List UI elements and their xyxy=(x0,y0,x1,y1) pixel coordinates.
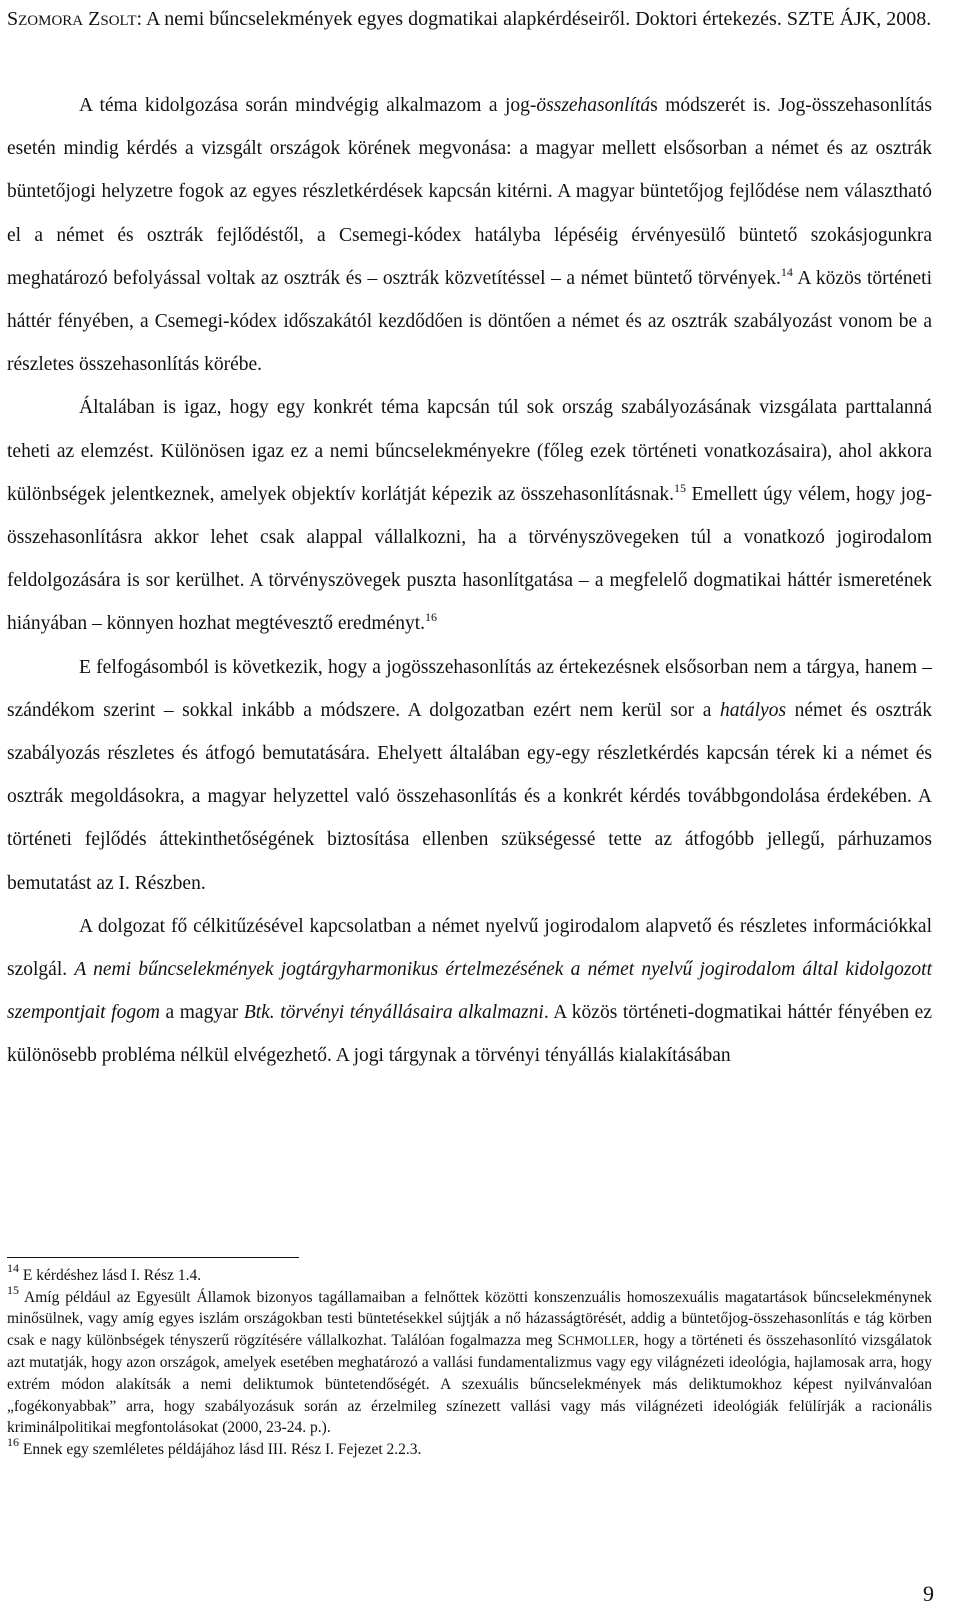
footnote-number: 15 xyxy=(7,1282,19,1297)
page-number: 9 xyxy=(923,1581,934,1606)
text-run: E felfogásomból is következik, hogy a jogösszehasonlítás az értekezésnek elsősorban nem a tárgya, hanem – szándékom szerint – sokkal inkább a módszere. A dolgozatban ezért nem kerül sor a xyxy=(7,656,932,721)
footnote-text: Amíg például az Egyesült Államok bizonyos tagállamaiban a felnőttek közötti konszenzuális homoszexuális magatartások bűncselekménynek minősülnek, vagy amíg egyes iszlám országokban testi büntetésekkel sújtják a nő házasságtörését, addig a büntetőjog-összehasonlítás e tág körben csak e nagy különbségek tényszerű rögzítésére vállalkozhat. Találóan fogalmazza meg xyxy=(7,1288,932,1349)
text-run: A téma kidolgozása során mindvégig alkalmazom a jog- xyxy=(79,95,537,116)
footnote-ref-15[interactable]: 15 xyxy=(673,480,686,495)
paragraph xyxy=(7,84,932,386)
footnote-14 xyxy=(7,1261,932,1287)
paragraph xyxy=(7,646,932,905)
footnote-number: 14 xyxy=(7,1261,19,1275)
author-name-rest: CHMOLLER xyxy=(566,1333,635,1348)
text-run: a magyar xyxy=(159,1002,244,1024)
text-run: A dolgozat fő célkitűzésével kapcsolatban a német nyelvű jogirodalom alapvető és részletes információkkal szolgál. xyxy=(7,915,932,981)
text-run: . A közös történeti-dogmatikai háttér fényében ez különösebb probléma nélkül elvégezhető. A jogi tárgynak a törvényi tényállás kialakításában xyxy=(7,1002,932,1067)
footnote-text: E kérdéshez lásd I. Rész 1.4. xyxy=(19,1267,202,1284)
author-initial: S xyxy=(7,8,19,30)
footnote-separator xyxy=(7,1257,299,1258)
author-initial: S xyxy=(557,1331,567,1349)
body-text xyxy=(7,84,932,1078)
italic-text: hatályos xyxy=(719,699,787,721)
footnotes xyxy=(7,1261,933,1460)
author-initial: Z xyxy=(88,8,101,30)
author-name-rest: ZOMORA xyxy=(18,13,84,29)
text-run: Emellett úgy vélem, hogy jog-összehasonlításra akkor lehet csak alappal vállalkozni, ha a törvényszövegeken túl a vonatkozó jogirodalom feldolgozására is sor kerülhet. A törvényszövegek puszta hasonlítgatása – a megfelelő dogmatikai háttér ismeretének hiányában – könnyen hozhat megtévesztő eredményt. xyxy=(7,483,932,635)
running-header xyxy=(7,4,932,36)
footnote-text: , hogy a történeti és összehasonlító vizsgálatok azt mutatják, hogy azon országok, amelyek esetében meghatározó a vallási fundamentalizmus vagy egy világnézeti ideológia, hajlamosak arra, hogy extrém módon alakítsák a nemi deliktumok büntetendőségét. A szexuális bűncselekmények más deliktumokhoz képest nyilvánvalóan „fogékonyabbak” arra, hogy szabályozásuk során az érzelmileg színezett vallási vagy más világnézeti ideológiák felülírják a racionális kriminálpolitikai megfontolásokat (2000, 23-24. p.). xyxy=(7,1331,933,1437)
text-run: s módszerét is. Jog-összehasonlítás esetén mindig kérdés a vizsgált országok körének megvonása: a magyar mellett elsősorban a német és az osztrák büntetőjogi helyzetre fogok az egyes részletkérdések kapcsán kitérni. A magyar büntetőjog fejlődése nem választható el a német és osztrák fejlődéstől, a Csemegi-kódex hatályba lépéséig érvényesülő büntető szokásjogunkra meghatározó befolyással voltak az osztrák és – osztrák közvetítéssel – a német büntető törvények. xyxy=(7,95,932,289)
footnote-ref-14[interactable]: 14 xyxy=(780,264,793,279)
text-run: Általában is igaz, hogy egy konkrét téma kapcsán túl sok ország szabályozásának vizsgálata parttalanná teheti az elemzést. Különösen igaz ez a nemi bűncselekményekre (főleg ezek történeti vonatkozásaira), ahol akkora különbségek jelentkeznek, amelyek objektív korlátját képezik az összehasonlításnak. xyxy=(7,397,932,505)
paragraph xyxy=(7,386,932,645)
footnote-16 xyxy=(7,1434,932,1461)
paragraph xyxy=(7,905,932,1078)
text-run: német és osztrák szabályozás részletes és átfogó bemutatására. Ehelyett általában egy-egy részletkérdés kapcsán térek ki a német és osztrák megoldásokra, a magyar helyzettel való összehasonlítás és a konkrét kérdés továbbgondolása érdekében. A történeti fejlődés áttekinthetőségének biztosítása ellenben szükségessé tette az átfogóbb jellegű, párhuzamos bemutatást az I. Részben. xyxy=(7,699,932,894)
text-run: A közös történeti háttér fényében, a Csemegi-kódex időszakától kezdődően is döntően a német és az osztrák szabályozást vonom be a részletes összehasonlítás körébe. xyxy=(7,267,932,376)
footnote-number: 16 xyxy=(7,1434,19,1449)
footnote-text: Ennek egy szemléletes példájához lásd III. Rész I. Fejezet 2.2.3. xyxy=(19,1440,422,1458)
italic-text: összehasonlítá xyxy=(536,95,651,116)
italic-text: Btk. törvényi tényállásaira alkalmazni xyxy=(243,1002,544,1024)
header-title: : A nemi bűncselekmények egyes dogmatikai alapkérdéseiről. Doktori értekezés. SZTE ÁJK, 2008. xyxy=(136,8,932,30)
footnote-ref-16[interactable]: 16 xyxy=(425,610,438,625)
italic-text: A nemi bűncselekmények jogtárgyharmonikus értelmezésének a német nyelvű jogirodalom által kidolgozott szempontjait fogom xyxy=(7,959,933,1024)
author-name-rest: SOLT xyxy=(100,13,137,29)
footnote-15 xyxy=(7,1282,933,1439)
